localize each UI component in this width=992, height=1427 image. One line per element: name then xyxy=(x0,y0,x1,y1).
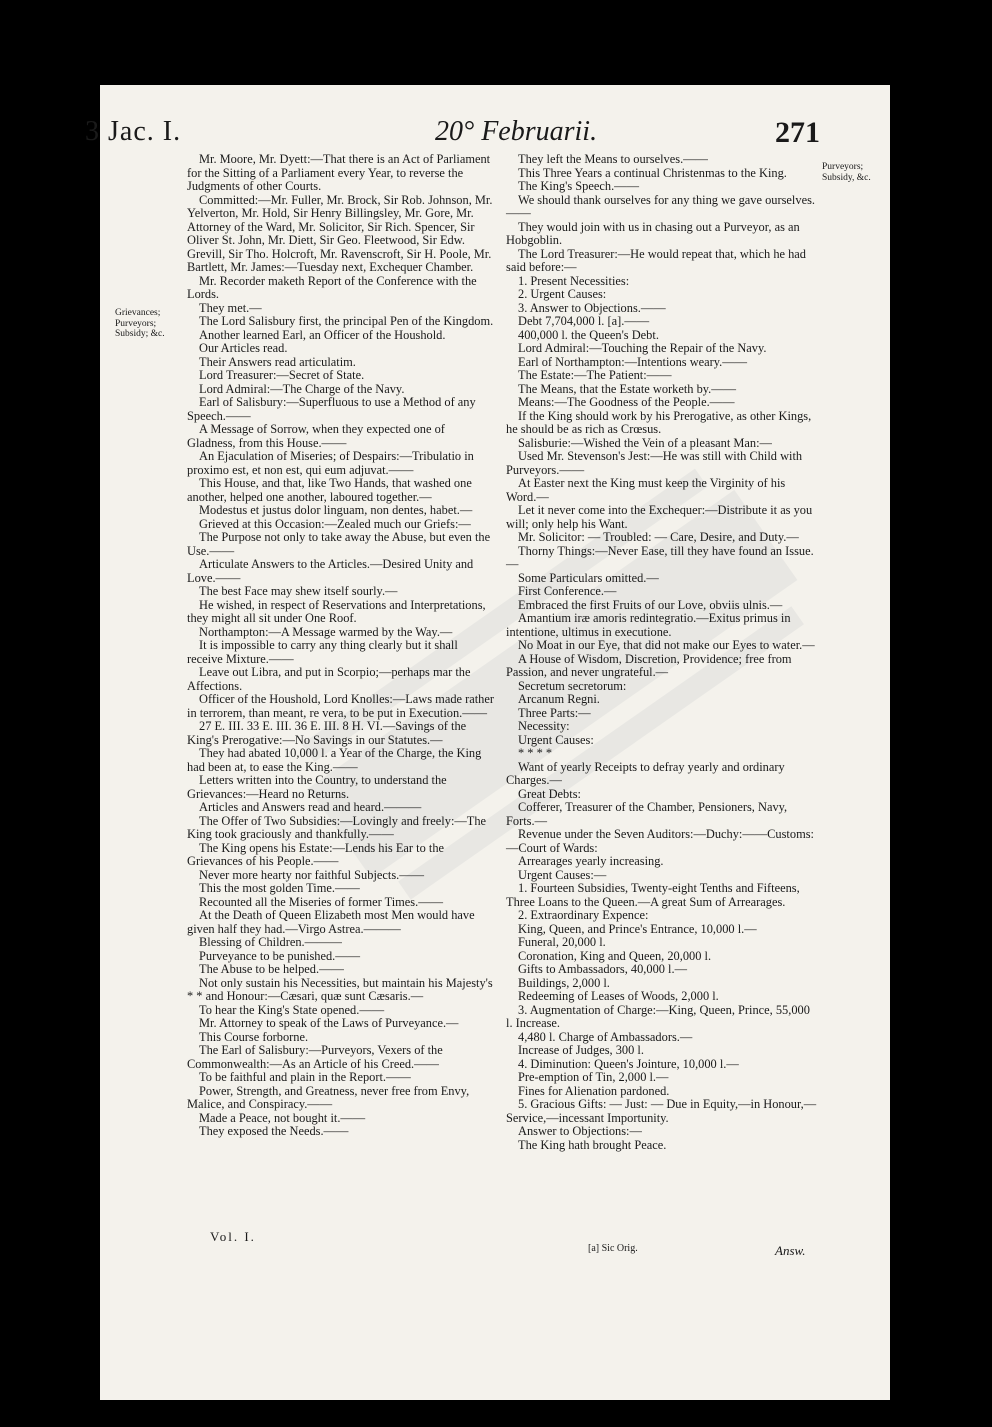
text-line: Another learned Earl, an Officer of the Houshold. xyxy=(199,327,446,342)
left-column xyxy=(187,153,495,1139)
text-line: The Earl of Salisbury:—Purveyors, Vexers of the Commonwealth:—As an Article of his Creed.—— xyxy=(187,1043,443,1071)
text-line: Funeral, 20,000 l. xyxy=(518,935,606,949)
text-line: Mr. Attorney to speak of the Laws of Purveyance.— xyxy=(199,1016,459,1030)
text-line: Never more hearty nor faithful Subjects.—— xyxy=(199,867,425,882)
text-line: Modestus et justus dolor linguam, non dentes, habet.— xyxy=(199,503,473,517)
text-line: Our Articles read. xyxy=(199,341,288,355)
right-column xyxy=(506,153,818,1152)
text-line: Necessity: xyxy=(518,719,570,733)
text-line: Let it never come into the Exchequer:—Distribute it as you will; only help his Want. xyxy=(506,503,813,531)
catchword: Answ. xyxy=(775,1243,806,1258)
text-line: Purveyance to be punished.—— xyxy=(199,948,361,963)
text-line: Not only sustain his Necessities, but maintain his Majesty's * * and Honour:—Cæsari, quæ sunt Cæsaris.— xyxy=(187,975,493,1003)
text-line: Debt 7,704,000 l. [a].—— xyxy=(518,314,650,328)
text-line: Salisburie:—Wished the Vein of a pleasant Man:— xyxy=(518,435,772,450)
text-line: The Lord Salisbury first, the principal Pen of the Kingdom. xyxy=(199,314,494,328)
text-line: Used Mr. Stevenson's Jest:—He was still with Child with Purveyors.—— xyxy=(506,449,803,477)
text-line: First Conference.— xyxy=(518,584,617,598)
text-line: Buildings, 2,000 l. xyxy=(518,975,610,990)
text-line: King, Queen, and Prince's Entrance, 10,000 l.— xyxy=(518,921,757,936)
footnote: [a] Sic Orig. xyxy=(588,1243,638,1254)
text-line: 27 E. III. 33 E. III. 36 E. III. 8 H. VI.—Savings of the King's Prerogative:—No Savings in our Statutes.— xyxy=(187,719,467,747)
text-line: Letters written into the Country, to understand the Grievances:—Heard no Returns. xyxy=(187,773,447,801)
text-line: Some Particulars omitted.— xyxy=(518,570,659,585)
text-line: Lord Admiral:—The Charge of the Navy. xyxy=(199,381,405,396)
text-line: Mr. Recorder maketh Report of the Conference with the Lords. xyxy=(187,273,477,301)
text-line: It is impossible to carry any thing clearly but it shall receive Mixture.—— xyxy=(187,638,458,666)
text-line: Amantium iræ amoris redintegratio.—Exitus primus in intentione, ultimus in executione. xyxy=(506,611,791,639)
text-line: The King's Speech.—— xyxy=(518,179,639,193)
text-line: The Purpose not only to take away the Abuse, but even the Use.—— xyxy=(187,530,491,558)
text-line: Articles and Answers read and heard.——— xyxy=(199,800,422,814)
text-line: Earl of Northampton:—Intentions weary.—— xyxy=(518,354,748,369)
text-line: They met.— xyxy=(199,300,262,315)
text-line: Lord Admiral:—Touching the Repair of the Navy. xyxy=(518,341,767,355)
text-line: Mr. Moore, Mr. Dyett:—That there is an Act of Parliament for the Sitting of a Parliament every Year, to reverse the Judgments of other Courts. xyxy=(187,152,491,193)
text-line: Pre-emption of Tin, 2,000 l.— xyxy=(518,1070,669,1084)
text-line: They had abated 10,000 l. a Year of the Charge, the King had been at, to ease the King.—— xyxy=(187,746,482,774)
page-number: 271 xyxy=(775,116,820,149)
volume-signature: Vol. I. xyxy=(210,1229,256,1244)
text-line: 2. Extraordinary Expence: xyxy=(518,908,649,922)
text-line: 5. Gracious Gifts: — Just: — Due in Equity,—in Honour,—Service,—incessant Importunity. xyxy=(506,1097,817,1125)
text-line: The best Face may shew itself sourly.— xyxy=(199,584,398,598)
running-head-date: 20° Februarii. xyxy=(435,116,598,147)
text-line: If the King should work by his Prerogative, as other Kings, he should be as rich as Crœsus. xyxy=(506,408,812,436)
text-line: Urgent Causes:— xyxy=(518,867,607,882)
text-line: 4,480 l. Charge of Ambassadors.— xyxy=(518,1029,693,1044)
text-line: 3. Answer to Objections.—— xyxy=(518,300,666,315)
text-line: Arrearages yearly increasing. xyxy=(518,854,664,868)
text-line: The King hath brought Peace. xyxy=(518,1137,667,1152)
text-line: Recounted all the Miseries of former Times.—— xyxy=(199,894,443,909)
page-header xyxy=(85,112,885,152)
text-line: Leave out Libra, and put in Scorpio;—perhaps mar the Affections. xyxy=(187,665,471,693)
text-line: Gifts to Ambassadors, 40,000 l.— xyxy=(518,962,687,976)
text-line: Made a Peace, not bought it.—— xyxy=(199,1110,366,1125)
text-line: Grieved at this Occasion:—Zealed much our Griefs:— xyxy=(199,516,471,531)
text-line: An Ejaculation of Miseries; of Despairs:—Tribulatio in proximo est, et non est, qui eum adjuvat.—— xyxy=(187,449,474,477)
text-line: Officer of the Houshold, Lord Knolles:—Laws made rather in terrorem, than meant, re vera, to be put in Execution.—— xyxy=(187,692,494,720)
text-line: Earl of Salisbury:—Superfluous to use a Method of any Speech.—— xyxy=(187,395,476,423)
text-line: To be faithful and plain in the Report.—— xyxy=(199,1070,411,1084)
text-line: Arcanum Regni. xyxy=(518,692,600,706)
text-line: A House of Wisdom, Discretion, Providence; free from Passion, and never ungrateful.— xyxy=(506,651,792,679)
text-line: Revenue under the Seven Auditors:—Duchy:——Customs:—Court of Wards: xyxy=(506,827,814,855)
text-line: Blessing of Children.——— xyxy=(199,935,342,949)
text-line: Northampton:—A Message warmed by the Way.— xyxy=(199,624,453,639)
text-line: Three Parts:— xyxy=(518,705,591,720)
text-line: The Lord Treasurer:—He would repeat that, which he had said before:— xyxy=(506,246,806,274)
text-line: They exposed the Needs.—— xyxy=(199,1124,349,1138)
text-line: 1. Fourteen Subsidies, Twenty-eight Tenths and Fifteens, Three Loans to the Queen.—A great Sum of Arrearages. xyxy=(506,881,800,909)
text-line: Coronation, King and Queen, 20,000 l. xyxy=(518,948,712,963)
text-line: 3. Augmentation of Charge:—King, Queen, Prince, 55,000 l. Increase. xyxy=(506,1002,810,1030)
text-line: 4. Diminution: Queen's Jointure, 10,000 l.— xyxy=(518,1056,739,1071)
text-line: Cofferer, Treasurer of the Chamber, Pensioners, Navy, Forts.— xyxy=(506,800,788,828)
text-line: Committed:—Mr. Fuller, Mr. Brock, Sir Rob. Johnson, Mr. Yelverton, Mr. Hold, Sir Henry Billingsley, Mr. Gore, Mr. Attorney of the Ward, Mr. Solicitor, Sir Rich. Spencer, Sir Oliver St. John, Mr. Diett, Sir Geo. Fleetwood, Sir Edw. Grevill, Sir Tho. Holcroft, Mr. Ravenscroft, Sir H. Poole, Mr. Bartlett, Mr. James:—Tuesday next, Exchequer Chamber. xyxy=(187,192,493,274)
text-line: The King opens his Estate:—Lends his Ear to the Grievances of his People.—— xyxy=(187,840,445,868)
text-line: At Easter next the King must keep the Virginity of his Word.— xyxy=(506,476,786,504)
text-line: Redeeming of Leases of Woods, 2,000 l. xyxy=(518,989,719,1003)
text-line: A Message of Sorrow, when they expected one of Gladness, from this House.—— xyxy=(187,422,445,450)
text-line: Secretum secretorum: xyxy=(518,678,627,693)
text-line: Lord Treasurer:—Secret of State. xyxy=(199,368,365,382)
text-line: He wished, in respect of Reservations and Interpretations, they might all sit under One Roof. xyxy=(187,597,486,625)
text-line: Means:—The Goodness of the People.—— xyxy=(518,395,735,409)
margin-note-right: Purveyors; Subsidy, &c. xyxy=(822,162,871,183)
text-line: This Three Years a continual Christenmas to the King. xyxy=(518,165,787,180)
text-line: We should thank ourselves for any thing we gave ourselves.—— xyxy=(506,192,815,220)
text-line: To hear the King's State opened.—— xyxy=(199,1002,385,1017)
text-line: Mr. Solicitor: — Troubled: — Care, Desire, and Duty.— xyxy=(518,530,799,544)
text-line: Answer to Objections:— xyxy=(518,1124,642,1138)
text-line: Fines for Alienation pardoned. xyxy=(518,1083,670,1098)
margin-note-left: Grievances; Purveyors; Subsidy; &c. xyxy=(115,308,165,339)
text-line: 2. Urgent Causes: xyxy=(518,287,607,301)
running-head-left: 3 Jac. I. xyxy=(85,116,182,147)
text-line: * * * * xyxy=(518,746,553,760)
text-line: Urgent Causes: xyxy=(518,732,594,747)
text-line: Great Debts: xyxy=(518,786,581,801)
text-line: At the Death of Queen Elizabeth most Men would have given half they had.—Virgo Astrea.——— xyxy=(187,908,475,936)
text-line: Want of yearly Receipts to defray yearly and ordinary Charges.— xyxy=(506,759,785,787)
text-line: The Means, that the Estate worketh by.—— xyxy=(518,381,737,396)
text-line: This House, and that, like Two Hands, that washed one another, helped one another, laboured together.— xyxy=(187,476,472,504)
text-line: This the most golden Time.—— xyxy=(199,881,360,895)
text-line: This Course forborne. xyxy=(199,1029,309,1044)
text-line: They left the Means to ourselves.—— xyxy=(518,152,708,166)
text-line: The Abuse to be helped.—— xyxy=(199,962,344,976)
text-line: Thorny Things:—Never Ease, till they have found an Issue.— xyxy=(506,543,814,571)
text-line: The Estate:—The Patient:—— xyxy=(518,368,672,382)
text-line: No Moat in our Eye, that did not make our Eyes to water.— xyxy=(518,638,815,652)
text-line: They would join with us in chasing out a Purveyor, as an Hobgoblin. xyxy=(506,219,800,247)
text-line: 400,000 l. the Queen's Debt. xyxy=(518,327,659,342)
text-line: The Offer of Two Subsidies:—Lovingly and freely:—The King took graciously and thankfully.—— xyxy=(187,813,487,841)
text-line: 1. Present Necessities: xyxy=(518,273,630,288)
text-line: Increase of Judges, 300 l. xyxy=(518,1043,644,1057)
text-line: Embraced the first Fruits of our Love, obviis ulnis.— xyxy=(518,597,783,612)
text-line: Their Answers read articulatim. xyxy=(199,354,356,369)
text-line: Power, Strength, and Greatness, never free from Envy, Malice, and Conspiracy.—— xyxy=(187,1083,470,1111)
text-line: Articulate Answers to the Articles.—Desired Unity and Love.—— xyxy=(187,557,474,585)
